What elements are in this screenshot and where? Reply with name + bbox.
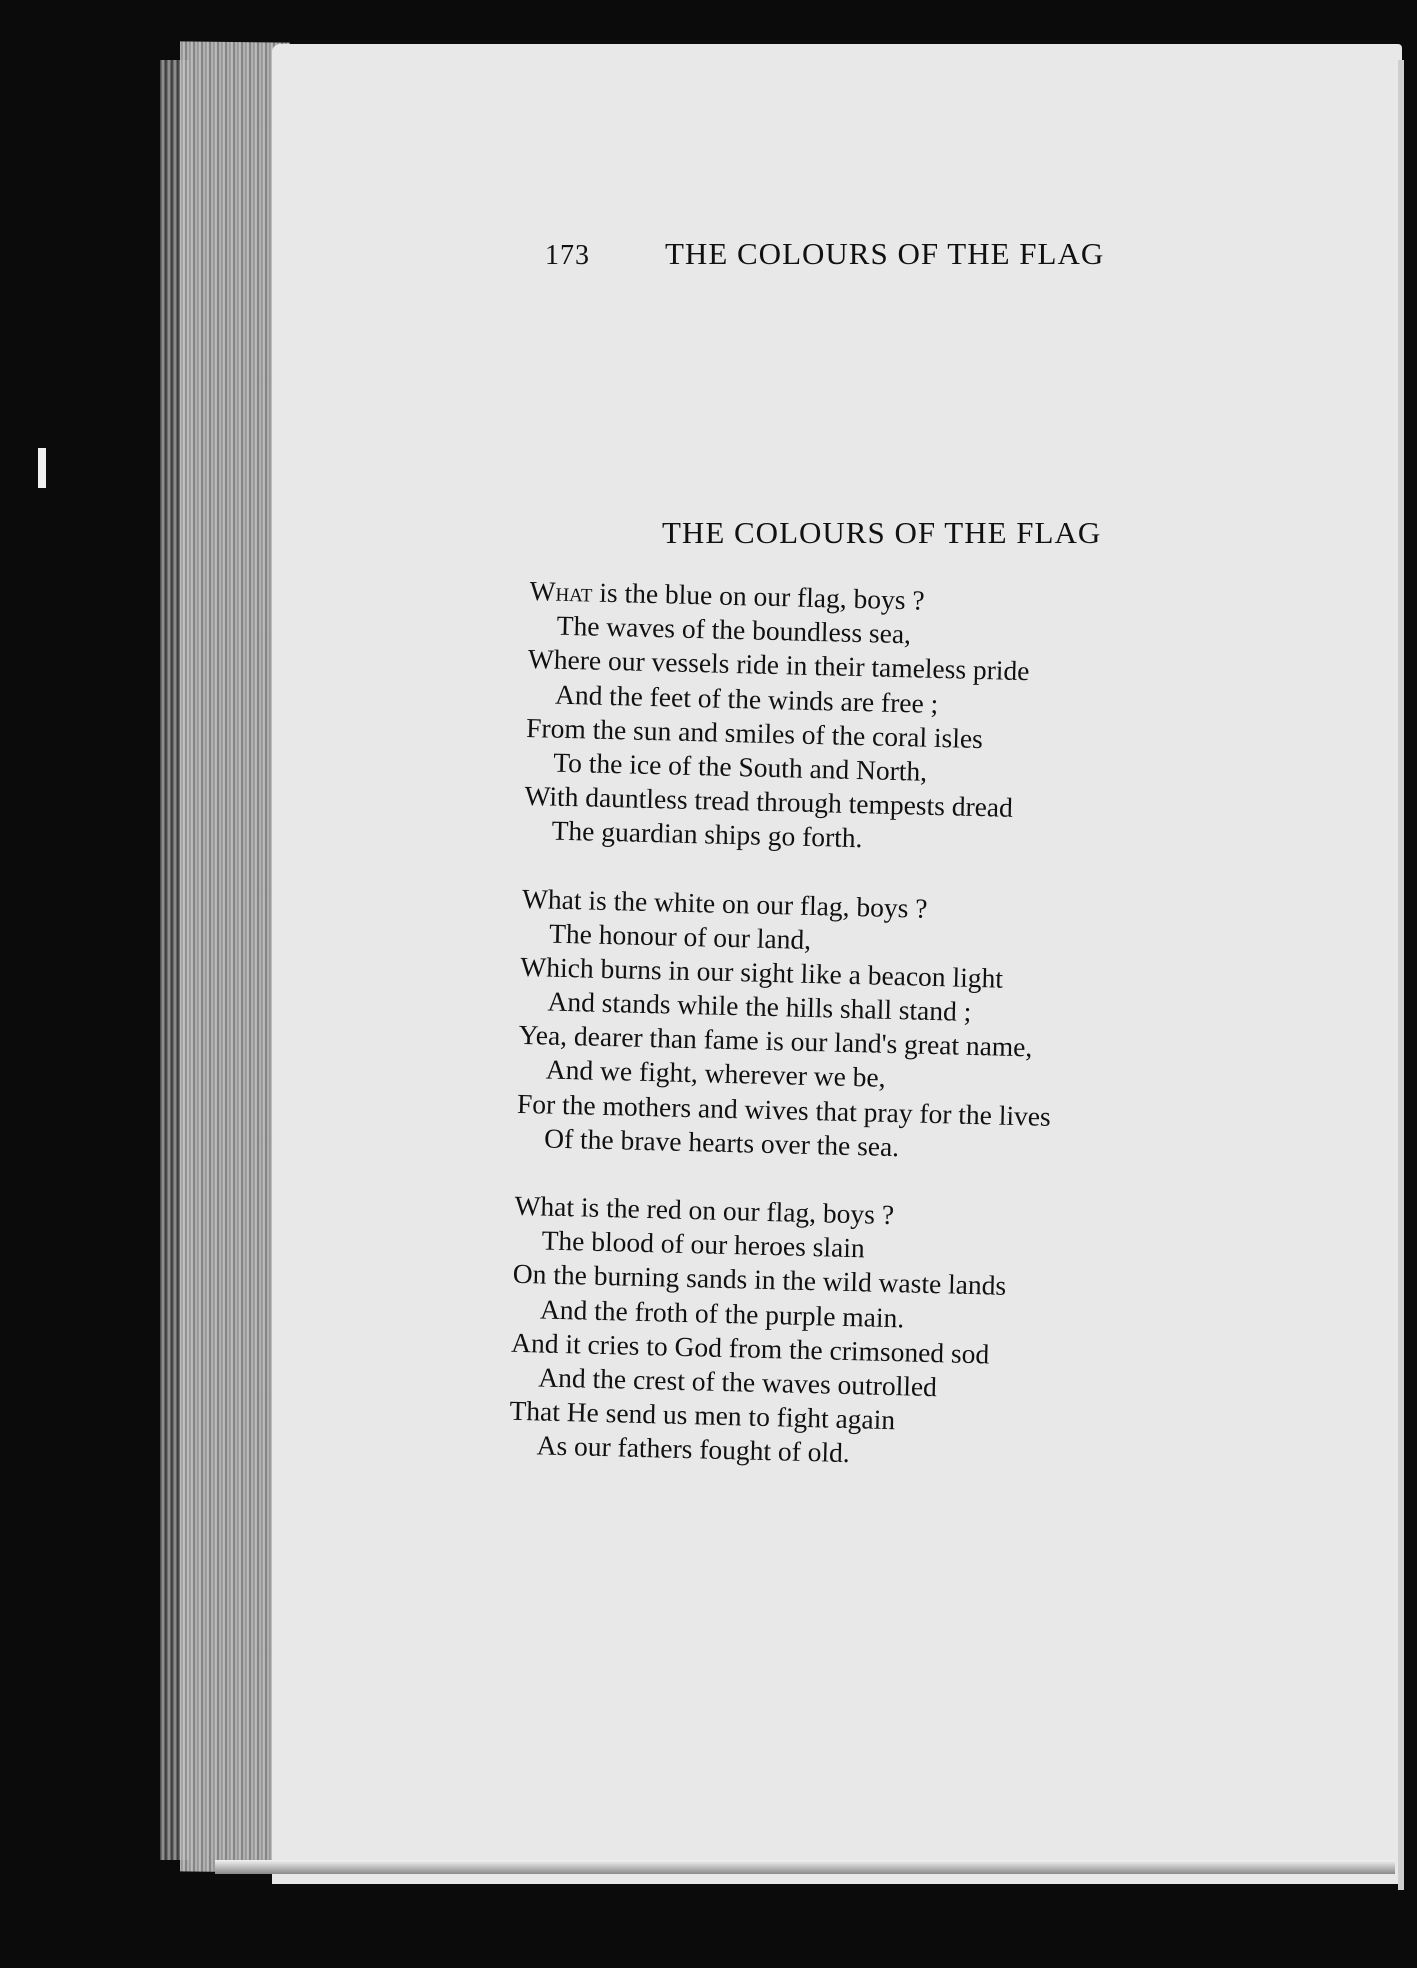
poem-line: And stands while the hills shall stand ;	[547, 985, 972, 1027]
poem-line: And we fight, wherever we be,	[545, 1053, 886, 1094]
poem-line: That He send us men to fight again	[509, 1394, 896, 1436]
poem-body	[507, 574, 1229, 1513]
running-head-title: THE COLOURS OF THE FLAG	[665, 236, 1105, 271]
poem-line: Where our vessels ride in their tameless pride	[527, 643, 1030, 687]
poem-line: The blood of our heroes slain	[541, 1224, 866, 1264]
poem-line: And it cries to God from the crimsoned sod	[510, 1326, 990, 1370]
stanza-3	[508, 1189, 1214, 1480]
poem-line: What is the red on our flag, boys ?	[514, 1189, 895, 1231]
poem-line: What is the white on our flag, boys ?	[521, 882, 928, 924]
running-head	[545, 236, 1104, 272]
poem-line: What is the blue on our flag, boys ?	[529, 574, 925, 616]
poem-line: On the burning sands in the wild waste lands	[512, 1258, 1007, 1302]
poem-line: To the ice of the South and North,	[553, 746, 928, 787]
poem-line: Which burns in our sight like a beacon light	[520, 950, 1004, 994]
poem-line: And the froth of the purple main.	[539, 1293, 905, 1333]
scan-speck	[38, 448, 46, 488]
poem-line: The guardian ships go forth.	[551, 814, 863, 854]
poem-line: And the feet of the winds are free ;	[554, 678, 939, 719]
page-right-edge	[1398, 60, 1404, 1890]
poem-line: For the mothers and wives that pray for the lives	[516, 1087, 1052, 1132]
stanza-2	[516, 881, 1222, 1172]
poem-line: From the sun and smiles of the coral isles	[525, 711, 984, 754]
poem-line: With dauntless tread through tempests dread	[524, 780, 1014, 823]
poem-line: As our fathers fought of old.	[536, 1429, 851, 1469]
poem-title: THE COLOURS OF THE FLAG	[662, 515, 1102, 550]
page-number: 173	[545, 240, 590, 271]
poem-line: The waves of the boundless sea,	[556, 609, 912, 650]
page-bottom-edge	[215, 1860, 1395, 1874]
poem-line: And the crest of the waves outrolled	[538, 1361, 938, 1403]
poem-line: The honour of our land,	[548, 917, 812, 955]
poem-line: Yea, dearer than fame is our land's great name,	[518, 1019, 1033, 1063]
poem-first-word: What	[529, 574, 593, 608]
stanza-1	[523, 574, 1229, 865]
poem-line: Of the brave hearts over the sea.	[543, 1122, 900, 1162]
